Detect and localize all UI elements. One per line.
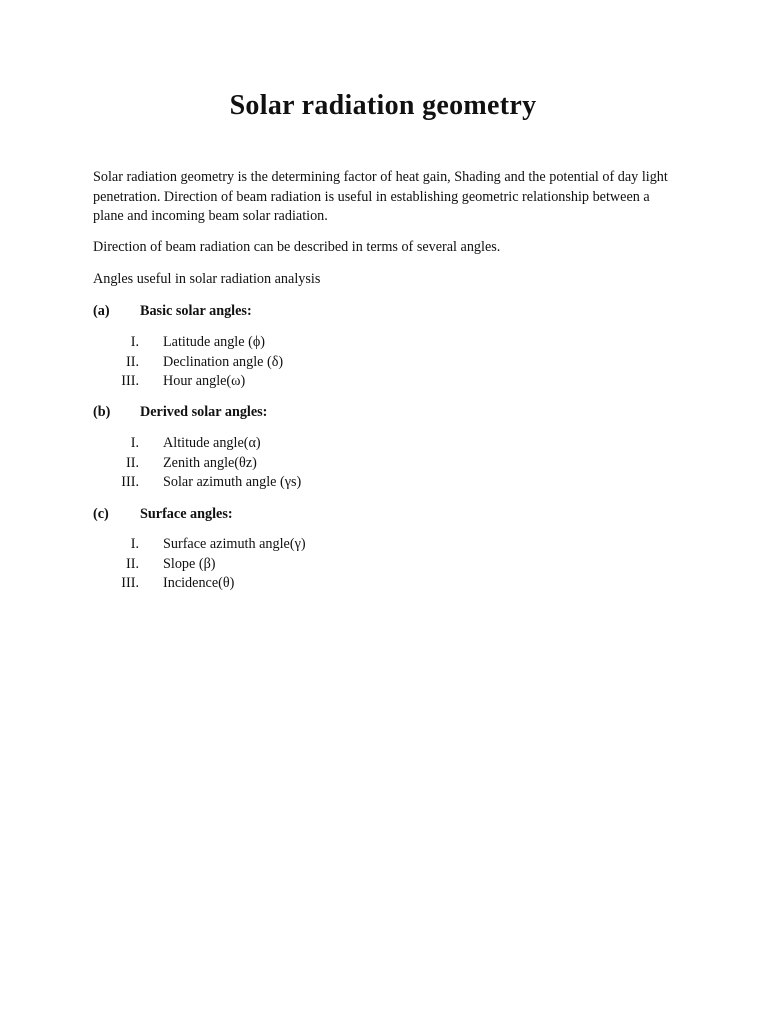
list-item [93,333,283,353]
list-item-text: Solar azimuth angle (γs) [163,474,302,490]
list-item [93,574,306,594]
list-item-text: Latitude angle (ϕ) [163,334,266,350]
section-heading-text: Surface angles: [140,506,233,522]
section-marker: (c) [93,506,109,522]
section-heading-surface-angles [93,505,233,525]
section-heading-text: Derived solar angles: [140,404,268,420]
angles-intro-paragraph: Angles useful in solar radiation analysis [93,271,321,287]
list-item-number: III. [121,474,139,490]
list-item-text: Declination angle (δ) [163,353,284,370]
list-item [93,473,301,493]
list-item-number: III. [121,373,139,389]
derived-solar-angles-list [93,434,301,493]
list-item [93,372,283,392]
section-marker: (a) [93,303,110,319]
list-item [93,555,306,575]
list-item-number: II. [126,454,139,471]
list-item-number: II. [126,353,139,370]
surface-angles-list [93,535,306,594]
list-item-text: Surface azimuth angle(γ) [163,536,306,552]
list-item [93,454,301,474]
section-marker: (b) [93,404,111,420]
intro-paragraph: Solar radiation geometry is the determining factor of heat gain, Shading and the potential of day light penetration. Direction of beam radiation is useful in establishing geometric relationship between a plane and incoming beam solar radiation. [93,169,668,224]
list-item-number: II. [126,555,139,572]
list-item-text: Zenith angle(θz) [163,454,257,471]
section-heading-derived-solar-angles [93,403,267,423]
page-title: Solar radiation geometry [229,90,537,121]
list-item-text: Hour angle(ω) [163,373,246,389]
section-heading-basic-solar-angles [93,302,252,322]
list-item [93,353,283,373]
list-item [93,434,301,454]
list-item-text: Incidence(θ) [163,575,235,591]
list-item-text: Slope (β) [163,555,216,572]
list-item-number: I. [130,435,139,451]
list-item-number: III. [121,575,139,591]
beam-direction-paragraph: Direction of beam radiation can be described in terms of several angles. [93,239,501,255]
list-item [93,535,306,555]
basic-solar-angles-list [93,333,283,392]
list-item-number: I. [130,536,139,552]
section-heading-text: Basic solar angles: [140,303,252,319]
list-item-number: I. [130,334,139,350]
list-item-text: Altitude angle(α) [163,435,261,451]
